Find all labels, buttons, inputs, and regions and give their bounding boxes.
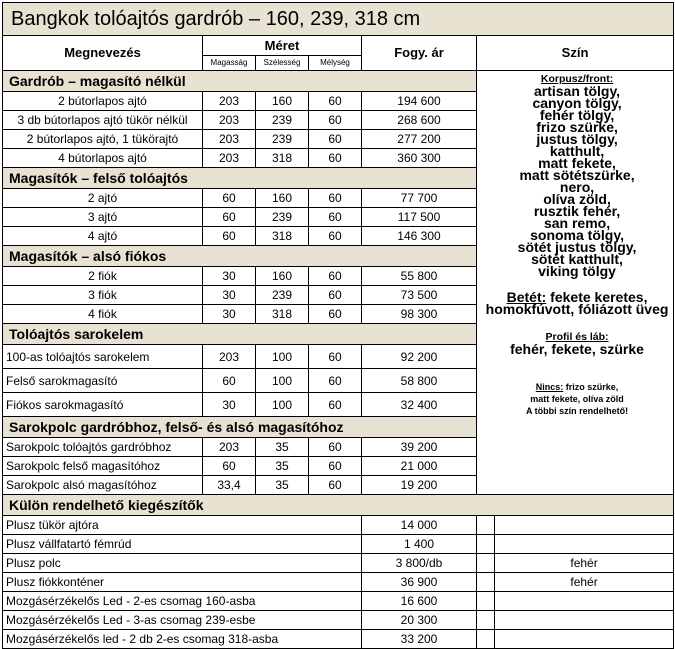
item-color bbox=[495, 592, 674, 611]
korpusz-color-item: san remo, bbox=[543, 215, 611, 231]
item-color: fehér bbox=[495, 573, 674, 592]
item-height: 203 bbox=[203, 345, 256, 369]
item-height: 30 bbox=[203, 286, 256, 305]
item-name: Felső sarokmagasító bbox=[3, 369, 203, 393]
item-name: Mozgásérzékelős Led - 3-as csomag 239-esbe bbox=[3, 611, 362, 630]
betet-block bbox=[483, 291, 671, 315]
item-price: 92 200 bbox=[362, 345, 477, 369]
table-row bbox=[3, 630, 674, 649]
item-name: 4 bútorlapos ajtó bbox=[3, 149, 203, 168]
item-width: 160 bbox=[256, 267, 309, 286]
item-height: 30 bbox=[203, 305, 256, 324]
other-colors-note: A többi szín rendelhető! bbox=[525, 406, 629, 416]
item-name: 3 ajtó bbox=[3, 208, 203, 227]
item-height: 203 bbox=[203, 149, 256, 168]
korpusz-color-item: rusztik fehér, bbox=[533, 203, 621, 219]
korpusz-color-item: frizo szürke, bbox=[536, 119, 618, 135]
item-price: 277 200 bbox=[362, 130, 477, 149]
item-price: 360 300 bbox=[362, 149, 477, 168]
item-depth: 60 bbox=[309, 345, 362, 369]
header-color: Szín bbox=[477, 36, 674, 71]
table-row bbox=[3, 592, 674, 611]
item-depth: 60 bbox=[309, 393, 362, 417]
item-name: 100-as tolóajtós sarokelem bbox=[3, 345, 203, 369]
betet-label: Betét: bbox=[506, 289, 547, 305]
item-depth: 60 bbox=[309, 438, 362, 457]
item-price: 16 600 bbox=[362, 592, 477, 611]
item-height: 33,4 bbox=[203, 476, 256, 495]
item-price: 98 300 bbox=[362, 305, 477, 324]
item-spacer bbox=[477, 554, 495, 573]
item-name: Sarokpolc felső magasítóhoz bbox=[3, 457, 203, 476]
item-price: 194 600 bbox=[362, 92, 477, 111]
item-depth: 60 bbox=[309, 208, 362, 227]
color-options-cell bbox=[477, 71, 674, 495]
item-name: 3 fiók bbox=[3, 286, 203, 305]
korpusz-color-item: katthult, bbox=[549, 143, 605, 159]
item-height: 60 bbox=[203, 189, 256, 208]
item-price: 19 200 bbox=[362, 476, 477, 495]
korpusz-color-item: justus tölgy, bbox=[536, 131, 618, 147]
header-price: Fogy. ár bbox=[362, 36, 477, 71]
profil-title: Profil és láb: bbox=[545, 331, 609, 343]
item-color bbox=[495, 516, 674, 535]
item-spacer bbox=[477, 516, 495, 535]
item-price: 21 000 bbox=[362, 457, 477, 476]
item-spacer bbox=[477, 573, 495, 592]
price-table-container bbox=[2, 2, 673, 649]
nincs-line bbox=[483, 381, 671, 393]
section-header bbox=[3, 495, 674, 516]
korpusz-color-item: canyon tölgy, bbox=[532, 95, 622, 111]
item-price: 117 500 bbox=[362, 208, 477, 227]
item-price: 14 000 bbox=[362, 516, 477, 535]
item-width: 318 bbox=[256, 227, 309, 246]
korpusz-color-item: nero, bbox=[559, 179, 595, 195]
korpusz-color-item: artisan tölgy, bbox=[533, 83, 621, 99]
section-title: Gardrób – magasító nélkül bbox=[3, 71, 477, 92]
item-depth: 60 bbox=[309, 92, 362, 111]
item-name: Plusz polc bbox=[3, 554, 362, 573]
item-width: 100 bbox=[256, 345, 309, 369]
item-depth: 60 bbox=[309, 286, 362, 305]
item-price: 146 300 bbox=[362, 227, 477, 246]
item-depth: 60 bbox=[309, 267, 362, 286]
item-depth: 60 bbox=[309, 305, 362, 324]
item-name: 2 fiók bbox=[3, 267, 203, 286]
item-price: 36 900 bbox=[362, 573, 477, 592]
nincs-block bbox=[483, 381, 671, 417]
nincs-text2: matt fekete, olíva zöld bbox=[530, 394, 624, 404]
korpusz-color-item: olíva zöld, bbox=[543, 191, 611, 207]
item-width: 35 bbox=[256, 457, 309, 476]
item-depth: 60 bbox=[309, 130, 362, 149]
item-height: 203 bbox=[203, 130, 256, 149]
header-width: Szélesség bbox=[256, 56, 309, 71]
item-width: 35 bbox=[256, 438, 309, 457]
item-name: 2 bútorlapos ajtó, 1 tükörajtó bbox=[3, 130, 203, 149]
price-table bbox=[2, 2, 674, 649]
korpusz-color-item: matt fekete, bbox=[538, 155, 616, 171]
item-height: 30 bbox=[203, 393, 256, 417]
korpusz-block bbox=[483, 73, 671, 277]
item-width: 35 bbox=[256, 476, 309, 495]
item-width: 100 bbox=[256, 393, 309, 417]
item-price: 39 200 bbox=[362, 438, 477, 457]
item-color bbox=[495, 535, 674, 554]
item-spacer bbox=[477, 592, 495, 611]
korpusz-color-item: sötét justus tölgy, bbox=[517, 239, 637, 255]
item-price: 55 800 bbox=[362, 267, 477, 286]
section-title: Külön rendelhető kiegészítők bbox=[3, 495, 674, 516]
korpusz-color-item: sötét katthult, bbox=[531, 251, 623, 267]
profil-block bbox=[483, 331, 671, 355]
item-name: 4 ajtó bbox=[3, 227, 203, 246]
item-price: 58 800 bbox=[362, 369, 477, 393]
header-height: Magasság bbox=[203, 56, 256, 71]
item-spacer bbox=[477, 535, 495, 554]
header-depth: Mélység bbox=[309, 56, 362, 71]
item-depth: 60 bbox=[309, 476, 362, 495]
item-width: 318 bbox=[256, 305, 309, 324]
item-depth: 60 bbox=[309, 149, 362, 168]
table-row bbox=[3, 611, 674, 630]
korpusz-color-item: sonoma tölgy, bbox=[530, 227, 624, 243]
section-title: Tolóajtós sarokelem bbox=[3, 324, 477, 345]
item-depth: 60 bbox=[309, 227, 362, 246]
item-height: 203 bbox=[203, 92, 256, 111]
item-depth: 60 bbox=[309, 369, 362, 393]
item-width: 239 bbox=[256, 208, 309, 227]
item-price: 33 200 bbox=[362, 630, 477, 649]
table-row bbox=[3, 573, 674, 592]
item-width: 239 bbox=[256, 130, 309, 149]
item-name: 2 ajtó bbox=[3, 189, 203, 208]
item-width: 160 bbox=[256, 92, 309, 111]
item-name: Plusz fiókkonténer bbox=[3, 573, 362, 592]
profil-text: fehér, fekete, szürke bbox=[510, 341, 644, 357]
item-height: 203 bbox=[203, 438, 256, 457]
section-header bbox=[3, 71, 674, 92]
item-price: 73 500 bbox=[362, 286, 477, 305]
item-price: 77 700 bbox=[362, 189, 477, 208]
item-depth: 60 bbox=[309, 189, 362, 208]
item-height: 60 bbox=[203, 457, 256, 476]
header-size: Méret bbox=[203, 36, 362, 56]
item-width: 239 bbox=[256, 111, 309, 130]
section-title: Magasítók – alsó fiókos bbox=[3, 246, 477, 267]
item-depth: 60 bbox=[309, 457, 362, 476]
korpusz-color-item: matt sötétszürke, bbox=[519, 167, 635, 183]
table-row bbox=[3, 535, 674, 554]
item-color bbox=[495, 630, 674, 649]
betet-text: fekete keretes, bbox=[546, 289, 648, 305]
item-height: 203 bbox=[203, 111, 256, 130]
item-name: 2 bútorlapos ajtó bbox=[3, 92, 203, 111]
item-name: 3 db bútorlapos ajtó tükör nélkül bbox=[3, 111, 203, 130]
item-name: Sarokpolc tolóajtós gardróbhoz bbox=[3, 438, 203, 457]
item-color: fehér bbox=[495, 554, 674, 573]
item-price: 32 400 bbox=[362, 393, 477, 417]
item-name: Plusz tükör ajtóra bbox=[3, 516, 362, 535]
item-width: 239 bbox=[256, 286, 309, 305]
item-name: Mozgásérzékelős Led - 2-es csomag 160-asba bbox=[3, 592, 362, 611]
item-depth: 60 bbox=[309, 111, 362, 130]
korpusz-title: Korpusz/front: bbox=[540, 73, 614, 85]
item-height: 60 bbox=[203, 227, 256, 246]
item-spacer bbox=[477, 611, 495, 630]
item-name: Plusz vállfatartó fémrúd bbox=[3, 535, 362, 554]
korpusz-color-item: fehér tölgy, bbox=[539, 107, 615, 123]
item-height: 30 bbox=[203, 267, 256, 286]
item-name: Sarokpolc alsó magasítóhoz bbox=[3, 476, 203, 495]
item-price: 1 400 bbox=[362, 535, 477, 554]
betet-text2: homokfúvott, fóliázott üveg bbox=[485, 301, 669, 317]
nincs-text: frizo szürke, bbox=[563, 382, 619, 392]
item-name: 4 fiók bbox=[3, 305, 203, 324]
item-height: 60 bbox=[203, 369, 256, 393]
table-row bbox=[3, 554, 674, 573]
section-title: Sarokpolc gardróbhoz, felső- és alsó magasítóhoz bbox=[3, 417, 477, 438]
item-height: 60 bbox=[203, 208, 256, 227]
table-row bbox=[3, 516, 674, 535]
item-width: 160 bbox=[256, 189, 309, 208]
item-price: 3 800/db bbox=[362, 554, 477, 573]
item-name: Mozgásérzékelős led - 2 db 2-es csomag 318-asba bbox=[3, 630, 362, 649]
item-price: 268 600 bbox=[362, 111, 477, 130]
item-name: Fiókos sarokmagasító bbox=[3, 393, 203, 417]
item-color bbox=[495, 611, 674, 630]
header-name: Megnevezés bbox=[3, 36, 203, 71]
nincs-label: Nincs: bbox=[535, 382, 564, 392]
item-price: 20 300 bbox=[362, 611, 477, 630]
item-spacer bbox=[477, 630, 495, 649]
item-width: 100 bbox=[256, 369, 309, 393]
korpusz-color-item: viking tölgy bbox=[538, 263, 616, 279]
page-title: Bangkok tolóajtós gardrób – 160, 239, 318 cm bbox=[3, 3, 674, 36]
section-title: Magasítók – felső tolóajtós bbox=[3, 168, 477, 189]
item-width: 318 bbox=[256, 149, 309, 168]
